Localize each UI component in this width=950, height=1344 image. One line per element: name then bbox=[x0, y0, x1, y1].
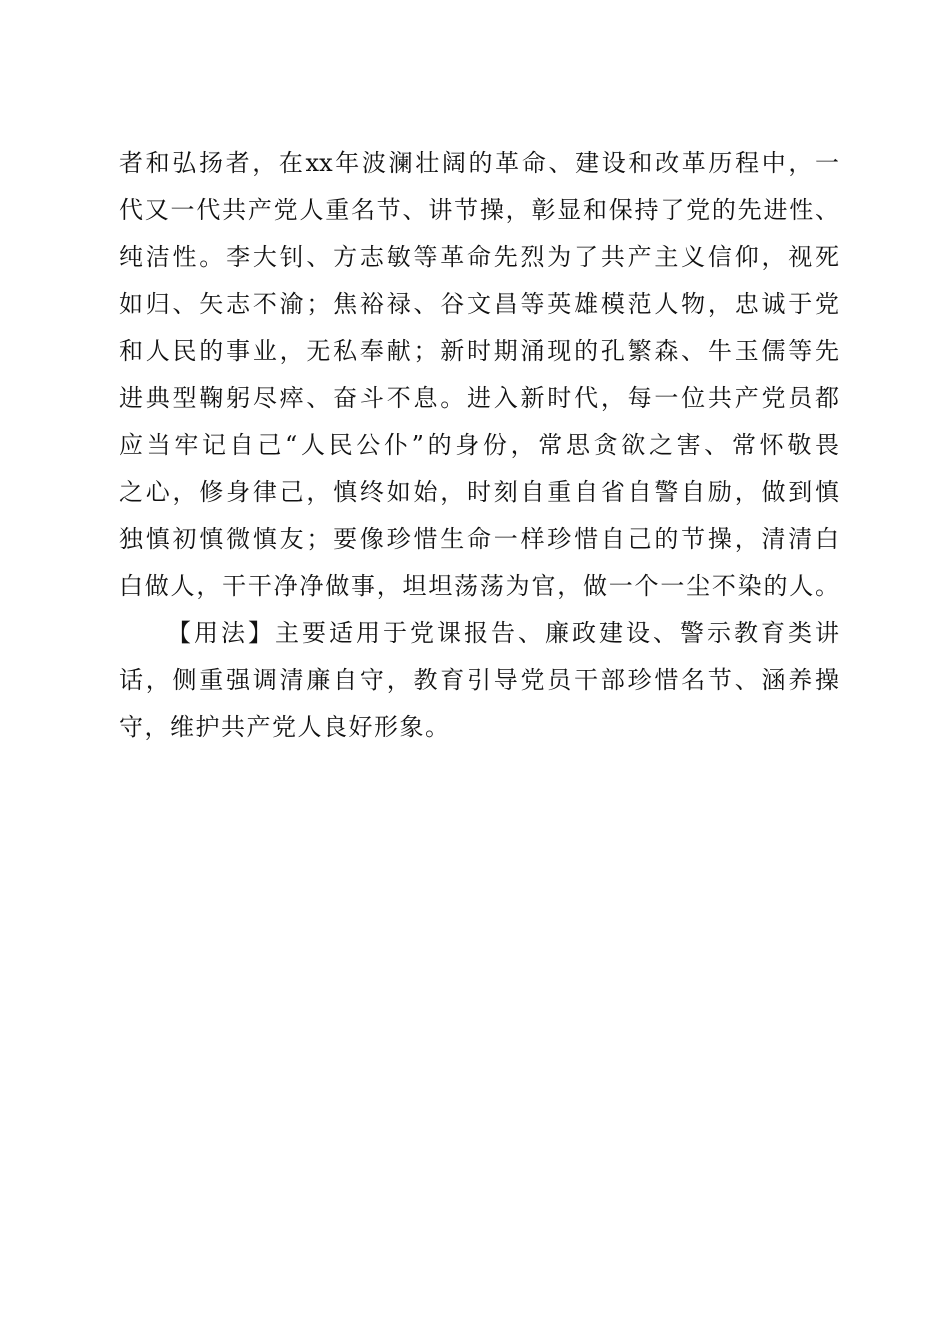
paragraph-2-line-3: 守，维护共产党人良好形象。 bbox=[119, 713, 451, 741]
paragraph-1-line-5: 和人民的事业，无私奉献；新时期涌现的孔繁森、牛玉儒等先 bbox=[119, 337, 839, 365]
paragraph-1-line-8: 之心，修身律己，慎终如始，时刻自重自省自警自励，做到慎 bbox=[119, 478, 839, 506]
paragraph-1-line-10: 白做人，干干净净做事，坦坦荡荡为官，做一个一尘不染的人。 bbox=[119, 572, 839, 600]
document-body bbox=[119, 140, 839, 751]
paragraph-1-line-6: 进典型鞠躬尽瘁、奋斗不息。进入新时代，每一位共产党员都 bbox=[119, 384, 839, 412]
paragraph-1-line-1: 者和弘扬者，在xx年波澜壮阔的革命、建设和改革历程中，一 bbox=[119, 149, 839, 177]
paragraph-1-line-2: 代又一代共产党人重名节、讲节操，彰显和保持了党的先进性、 bbox=[119, 196, 839, 224]
paragraph-2-line-2: 话，侧重强调清廉自守，教育引导党员干部珍惜名节、涵养操 bbox=[119, 666, 839, 694]
paragraph-1-line-9: 独慎初慎微慎友；要像珍惜生命一样珍惜自己的节操，清清白 bbox=[119, 525, 839, 553]
paragraph-1-line-7: 应当牢记自己“人民公仆”的身份，常思贪欲之害、常怀敬畏 bbox=[119, 431, 839, 459]
paragraph-1-line-4: 如归、矢志不渝；焦裕禄、谷文昌等英雄模范人物，忠诚于党 bbox=[119, 290, 839, 318]
paragraph-2-line-1: 【用法】主要适用于党课报告、廉政建设、警示教育类讲 bbox=[167, 619, 839, 647]
paragraph-1-line-3: 纯洁性。李大钊、方志敏等革命先烈为了共产主义信仰，视死 bbox=[119, 243, 839, 271]
